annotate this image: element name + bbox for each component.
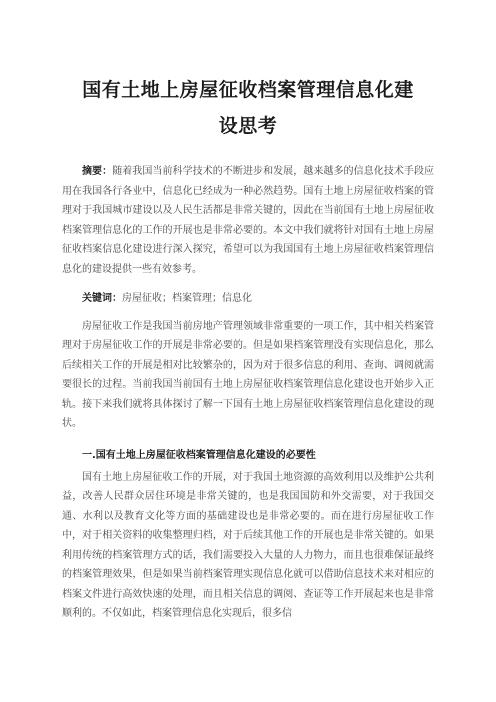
- abstract-paragraph: [62, 162, 434, 279]
- intro-paragraph: 房屋征收工作是我国当前房地产管理领域非常重要的一项工作，其中相关档案管理对于房屋征收工作的开展是非常必要的。但是如果档案管理没有实现信息化，那么后续相关工作的开展是相对比较繁杂的，因为对于很多信息的利用、查询、调阅就需要很长的过程。当前我国当前国有土地上房屋征收档案管理信息化建设也开始步入正轨。接下来我们就将具体探讨了解一下国有土地上房屋征收档案管理信息化建设的现状。: [62, 320, 434, 429]
- abstract-text: 随着我国当前科学技术的不断进步和发展，越来越多的信息化技术手段应用在我国各行各业中，信息化已经成为一种必然趋势。国有土地上房屋征收档案的管理对于我国城市建设以及人民生活都是非常关键的，因此在当前国有土地上房屋征收档案管理信息化的工作的开展也是非常必要的。本文中我们就将针对国有土地上房屋征收档案信息化建设进行深入探究，希望可以为我国国有土地上房屋征收档案管理信息化的建设提供一些有效参考。: [62, 166, 435, 275]
- section-1-paragraph: 国有土地上房屋征收工作的开展，对于我国土地资源的高效利用以及维护公共利益，改善人民群众居住环境是非常关键的，也是我国国防和外交需要，对于我国交通、水利以及教育文化等方面的基础建设也是非常必要的。而在进行房屋征收工作中，对于相关资料的收集整理归档，对于后续其他工作的开展也是非常关键的。如果利用传统的档案管理方式的话，我们需要投入大量的人力物力，而且也很难保证最终的档案管理效果，但是如果当前档案管理实现信息化就可以借助信息技术来对相应的档案文件进行高效快速的处理，而且相关信息的调阅、查证等工作开展起来也是非常顺利的。不仅如此，档案管理信息化实现后，很多信: [62, 471, 434, 619]
- section-1-heading: 一.国有土地上房屋征收档案管理信息化建设的必要性: [82, 449, 316, 461]
- title-line-1: 国有土地上房屋征收档案管理信息化建: [82, 79, 414, 101]
- title-line-2: 设思考: [218, 115, 278, 137]
- keywords-paragraph: [62, 289, 434, 309]
- keywords-label: 关键词：: [82, 293, 122, 304]
- document-title: [62, 72, 434, 144]
- keywords-text: 房屋征收；档案管理；信息化: [122, 293, 252, 304]
- abstract-label: 摘要：: [82, 166, 113, 177]
